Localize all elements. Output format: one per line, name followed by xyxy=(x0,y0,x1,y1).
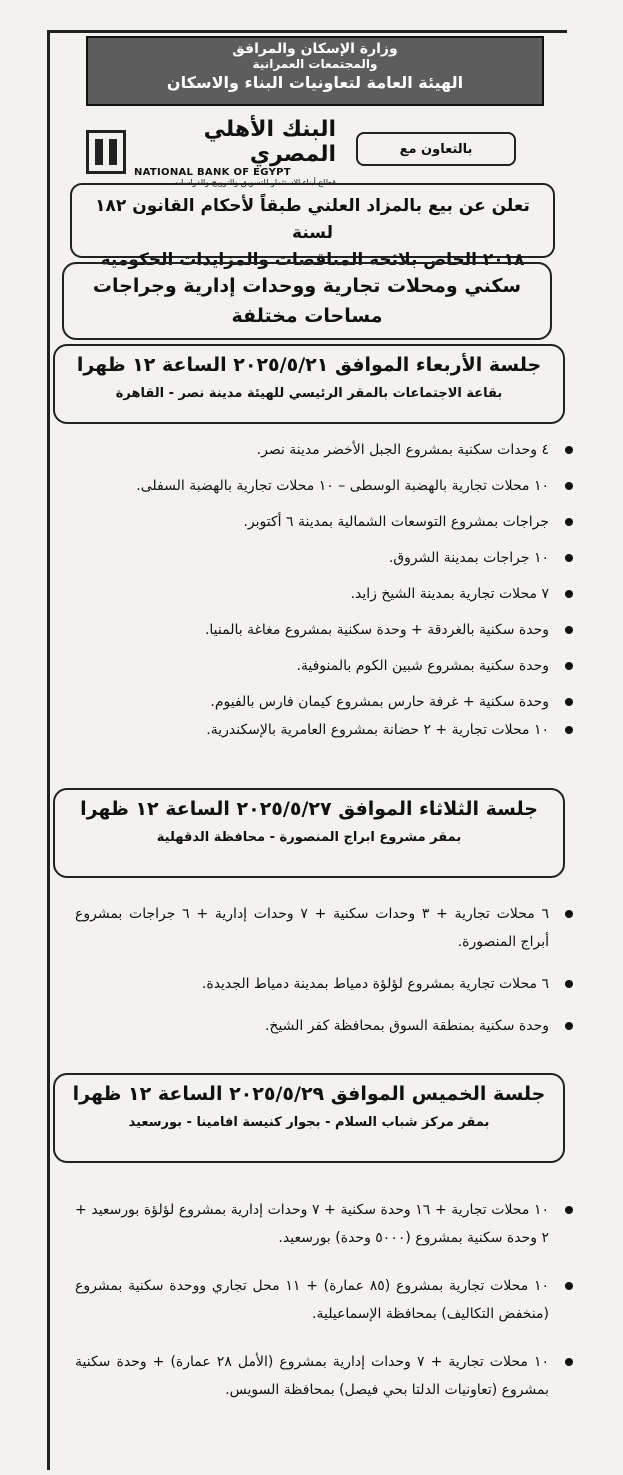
announcement-box xyxy=(70,183,555,270)
unit-types-line-1: سكني ومحلات تجارية ووحدات إدارية وجراجات xyxy=(92,275,522,297)
bank-name-english: NATIONAL BANK OF EGYPT xyxy=(133,167,291,178)
ministry-name: وزارة الإسكان والمرافق xyxy=(232,41,398,57)
bullet-icon xyxy=(565,698,573,706)
unit-types-line-2: مساحات مختلفة xyxy=(231,305,383,327)
session-location: بمقر مركز شباب السلام - بجوار كنيسة افامينا - بورسعيد xyxy=(128,1115,490,1130)
authority-name: الهيئة العامة لتعاونيات البناء والاسكان xyxy=(166,73,464,92)
bullet-icon xyxy=(565,910,573,918)
bullet-icon xyxy=(565,1206,573,1214)
session-items-list xyxy=(75,436,575,744)
session-title: جلسة الخميس الموافق ٢٠٢٥/٥/٢٩ الساعة ١٢ ظهرا xyxy=(72,1083,546,1105)
list-item: ١٠ محلات تجارية بمشروع (٨٥ عمارة) + ١١ محل تجاري ووحدة سكنية بمشروع (منخفض التكاليف) بمحافظة الإسماعيلية. xyxy=(75,1272,575,1328)
session-box xyxy=(53,1073,565,1163)
session-location: بمقر مشروع ابراج المنصورة - محافظة الدقهلية xyxy=(156,830,462,845)
session-items-list xyxy=(75,1196,575,1404)
bullet-icon xyxy=(565,662,573,670)
list-item: ٦ محلات تجارية بمشروع لؤلؤة دمياط بمدينة دمياط الجديدة. xyxy=(75,970,575,998)
bullet-icon xyxy=(565,590,573,598)
session-box xyxy=(53,788,565,878)
list-item: ٧ محلات تجارية بمدينة الشيخ زايد. xyxy=(75,580,575,608)
bullet-icon xyxy=(565,446,573,454)
bullet-icon xyxy=(565,482,573,490)
page-border-top xyxy=(47,30,567,33)
list-item: ٤ وحدات سكنية بمشروع الجبل الأخضر مدينة نصر. xyxy=(75,436,575,464)
bullet-icon xyxy=(565,980,573,988)
bullet-icon xyxy=(565,554,573,562)
cooperation-label: بالتعاون مع xyxy=(356,132,516,166)
bullet-icon xyxy=(565,518,573,526)
bank-sector: قطاع أبناء الاستثمار للتسويق والترويج والدراسات xyxy=(173,178,336,187)
page-border-left xyxy=(47,30,50,1470)
list-item: ١٠ محلات تجارية + ١٦ وحدة سكنية + ٧ وحدات إدارية بمشروع لؤلؤة بورسعيد + ٢ وحدة سكنية بمشروع (٥٠٠٠ وحدة) بورسعيد. xyxy=(75,1196,575,1252)
bank-emblem-icon xyxy=(86,130,126,174)
bullet-icon xyxy=(565,1282,573,1290)
session-title: جلسة الثلاثاء الموافق ٢٠٢٥/٥/٢٧ الساعة ١٢ ظهرا xyxy=(80,798,538,820)
list-item: ١٠ جراجات بمدينة الشروق. xyxy=(75,544,575,572)
list-item: وحدة سكنية بالغردقة + وحدة سكنية بمشروع مغاغة بالمنيا. xyxy=(75,616,575,644)
bank-logo xyxy=(86,117,336,187)
list-item: ١٠ محلات تجارية + ٧ وحدات إدارية بمشروع (الأمل ٢٨ عمارة) + وحدة سكنية بمشروع (تعاونيات الدلتا بحي فيصل) بمحافظة السويس. xyxy=(75,1348,575,1404)
announcement-line-2: ٢٠١٨ الخاص بلائحة المناقصات والمزايدات الحكومية xyxy=(100,250,525,270)
unit-types-box xyxy=(62,262,552,340)
bullet-icon xyxy=(565,726,573,734)
ministry-subtitle: والمجتمعات العمرانية xyxy=(252,57,378,71)
list-item: وحدة سكنية بمشروع شبين الكوم بالمنوفية. xyxy=(75,652,575,680)
bank-name-arabic: البنك الأهلي المصري xyxy=(203,117,336,167)
session-box xyxy=(53,344,565,424)
list-item: جراجات بمشروع التوسعات الشمالية بمدينة ٦ أكتوبر. xyxy=(75,508,575,536)
session-items-list xyxy=(75,900,575,1040)
session-title: جلسة الأربعاء الموافق ٢٠٢٥/٥/٢١ الساعة ١٢ ظهرا xyxy=(76,354,542,376)
announcement-line-1: تعلن عن بيع بالمزاد العلني طبقاً لأحكام القانون ١٨٢ لسنة xyxy=(95,196,530,243)
bullet-icon xyxy=(565,1358,573,1366)
list-item: ٦ محلات تجارية + ٣ وحدات سكنية + ٧ وحدات إدارية + ٦ جراجات بمشروع أبراج المنصورة. xyxy=(75,900,575,956)
bullet-icon xyxy=(565,626,573,634)
authority-header xyxy=(86,36,544,106)
list-item: ١٠ محلات تجارية + ٢ حضانة بمشروع العامرية بالإسكندرية. xyxy=(75,716,575,744)
list-item: ١٠ محلات تجارية بالهضبة الوسطى – ١٠ محلات تجارية بالهضبة السفلى. xyxy=(75,472,575,500)
session-location: بقاعة الاجتماعات بالمقر الرئيسي للهيئة مدينة نصر - القاهرة xyxy=(115,386,503,401)
list-item: وحدة سكنية + غرفة حارس بمشروع كيمان فارس بالفيوم. xyxy=(75,688,575,716)
bullet-icon xyxy=(565,1022,573,1030)
list-item: وحدة سكنية بمنطقة السوق بمحافظة كفر الشيخ. xyxy=(75,1012,575,1040)
